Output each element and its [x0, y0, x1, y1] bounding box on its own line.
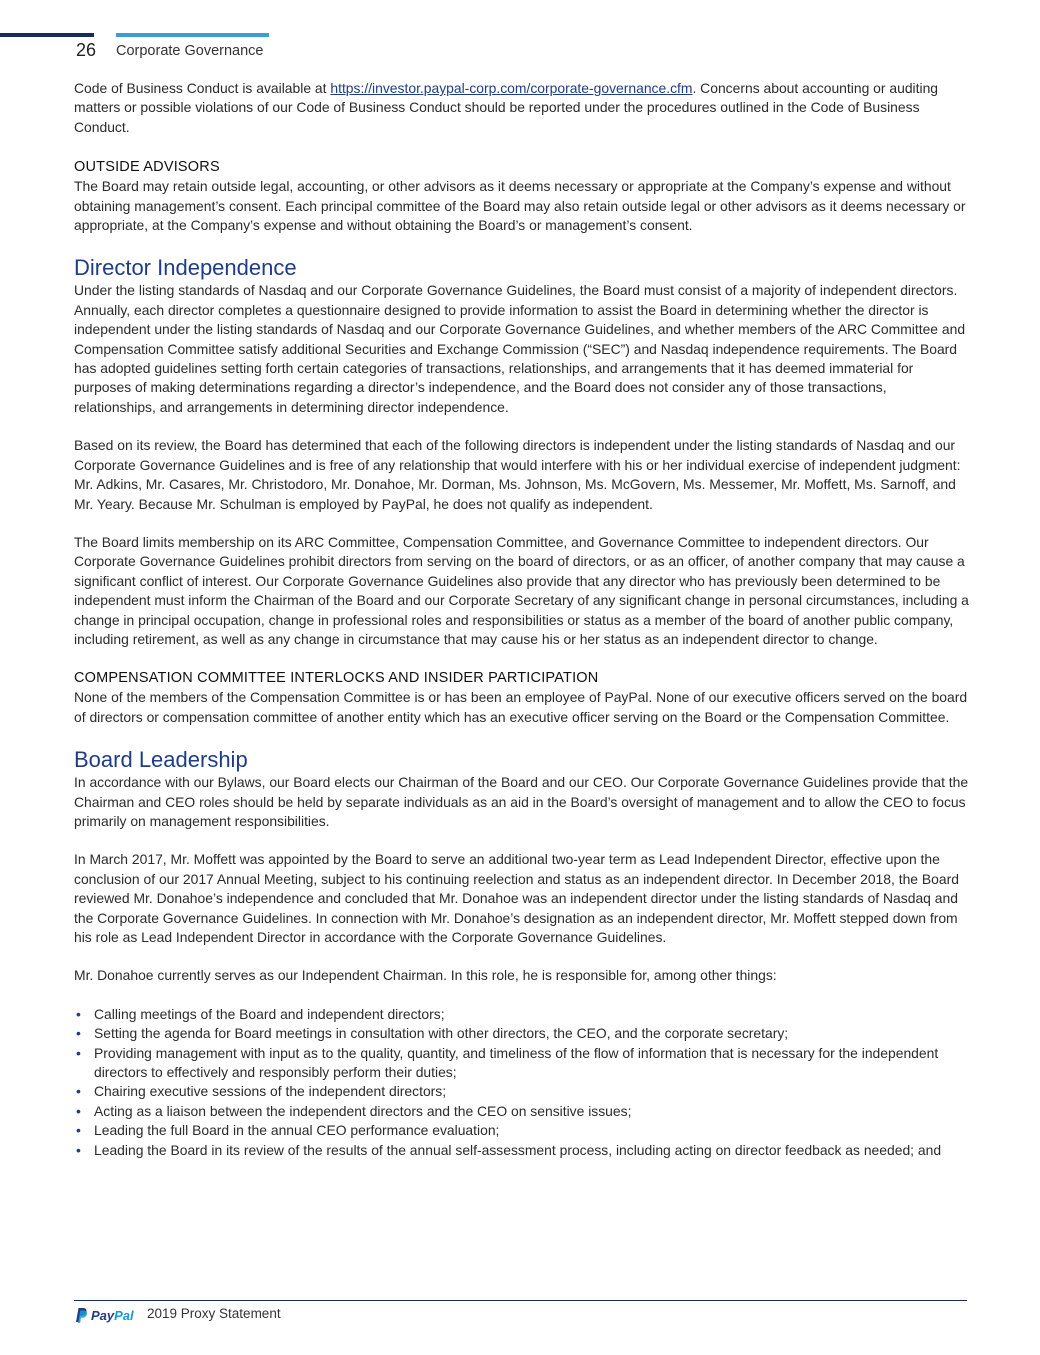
director-independence-heading: Director Independence — [74, 255, 297, 281]
page-number: 26 — [76, 40, 97, 60]
section-title: Corporate Governance — [116, 43, 264, 59]
intro-text-after-link: . Concerns about accounting or auditing matters or possible violations of our Code of Business Conduct should be reported under the procedures outlined in the Code of Business Conduct. — [74, 80, 939, 135]
bullet-icon: • — [76, 1005, 81, 1022]
list-item — [74, 1141, 969, 1160]
outside-advisors-paragraph: The Board may retain outside legal, accounting, or other advisors as it deems necessary or appropriate at the Company’s expense and without obtaining management’s consent. Each principal committee of the Board may also retain outside legal or other advisors as it deems necessary or appropriate, at the Company’s expense and without obtaining the Board’s or management’s consent. — [74, 178, 966, 234]
board-leadership-heading: Board Leadership — [74, 747, 248, 773]
list-item — [74, 1024, 969, 1043]
list-item — [74, 1102, 969, 1121]
chairman-responsibilities-list — [74, 1005, 969, 1160]
list-item-text: Chairing executive sessions of the independent directors; — [94, 1083, 447, 1100]
code-of-conduct-link[interactable]: https://investor.paypal-corp.com/corporate-governance.cfm — [330, 80, 693, 96]
director-independence-paragraph-3: The Board limits membership on its ARC Committee, Compensation Committee, and Governance Committee to independent directors. Our Corporate Governance Guidelines prohibit directors from serving on the board of directors, or as an officer, of another company that may cause a significant conflict of interest. Our Corporate Governance Guidelines also provide that any director who has previously been determined to be independent must inform the Chairman of the Board and our Corporate Secretary of any significant change in personal circumstances, including a change in principal occupation, change in professional roles and responsibilities or status as a member of the board of another public company, including retirement, as well as any change in circumstance that may cause his or her status as an independent director to change. — [74, 533, 969, 647]
board-leadership-paragraph-2: In March 2017, Mr. Moffett was appointed by the Board to serve an additional two-year term as Lead Independent Director, effective upon the conclusion of our 2017 Annual Meeting, subject to his continuing reelection and status as an independent director. In December 2018, the Board reviewed Mr. Donahoe’s independence and concluded that Mr. Donahoe was an independent director under the listing standards of Nasdaq and the Corporate Governance Guidelines. In connection with Mr. Donahoe’s designation as an independent director, Mr. Moffett stepped down from his role as Lead Independent Director in accordance with the Corporate Governance Guidelines. — [74, 851, 959, 945]
bullet-icon: • — [76, 1141, 81, 1158]
header-accent-bar-left — [0, 33, 94, 37]
list-item-text: Calling meetings of the Board and independent directors; — [94, 1005, 445, 1022]
director-independence-paragraph-1: Under the listing standards of Nasdaq and our Corporate Governance Guidelines, the Board must consist of a majority of independent directors. Annually, each director completes a questionnaire designed to provide information to assist the Board in determining whether the director is independent under the listing standards of Nasdaq and our Corporate Governance Guidelines, and whether members of the ARC Committee and Compensation Committee satisfy additional Securities and Exchange Commission (“SEC”) and Nasdaq independence requirements. The Board has adopted guidelines setting forth certain categories of transactions, relationships, and arrangements that it has deemed immaterial for purposes of making determinations regarding a director’s independence, and the Board does not consider any of those transactions, relationships, and arrangements in determining director independence. — [74, 282, 966, 415]
intro-paragraph — [74, 79, 969, 137]
board-leadership-paragraph-1: In accordance with our Bylaws, our Board elects our Chairman of the Board and our CEO. Our Corporate Governance Guidelines provide that the Chairman and CEO roles should be held by separate individuals as an aid in the Board’s oversight of management and to allow the CEO to focus primarily on management responsibilities. — [74, 774, 969, 829]
list-item-text: Leading the Board in its review of the results of the annual self-assessment process, including acting on director feedback as needed; and — [94, 1141, 942, 1158]
list-item — [74, 1121, 969, 1140]
intro-text-before-link: Code of Business Conduct is available at — [74, 80, 331, 96]
interlocks-heading: COMPENSATION COMMITTEE INTERLOCKS AND INSIDER PARTICIPATION — [74, 670, 599, 687]
list-item-text: Leading the full Board in the annual CEO performance evaluation; — [94, 1122, 500, 1139]
bullet-icon: • — [76, 1025, 81, 1042]
list-item-text: Providing management with input as to the quality, quantity, and timeliness of the flow of information that is necessary for the independent directors to effectively and responsibly perform their duties; — [94, 1044, 939, 1081]
header-accent-bar-right — [116, 33, 269, 37]
list-item-text: Setting the agenda for Board meetings in consultation with other directors, the CEO, and the corporate secretary; — [94, 1025, 789, 1042]
director-independence-paragraph-2: Based on its review, the Board has determined that each of the following directors is independent under the listing standards of Nasdaq and our Corporate Governance Guidelines and is free of any relationship that would interfere with his or her individual exercise of independent judgment: Mr. Adkins, Mr. Casares, Mr. Christodoro, Mr. Donahoe, Mr. Dorman, Ms. Johnson, Ms. McGovern, Ms. Messemer, Mr. Moffett, Ms. Sarnoff, and Mr. Yeary. Because Mr. Schulman is employed by PayPal, he does not qualify as independent. — [74, 437, 961, 512]
interlocks-paragraph: None of the members of the Compensation Committee is or has been an employee of PayPal. None of our executive officers served on the board of directors or compensation committee of another entity which has an executive officer serving on the Board or the Compensation Committee. — [74, 689, 968, 725]
paypal-wordmark: PayPal — [91, 1307, 134, 1323]
paypal-p-icon — [74, 1307, 88, 1323]
bullet-icon: • — [76, 1083, 81, 1100]
bullet-icon: • — [76, 1044, 81, 1061]
list-item — [74, 1044, 969, 1083]
board-leadership-paragraph-3: Mr. Donahoe currently serves as our Independent Chairman. In this role, he is responsible for, among other things: — [74, 967, 777, 984]
list-item-text: Acting as a liaison between the independent directors and the CEO on sensitive issues; — [94, 1102, 632, 1119]
footer-rule — [74, 1300, 967, 1301]
outside-advisors-heading: OUTSIDE ADVISORS — [74, 159, 220, 176]
bullet-icon: • — [76, 1122, 81, 1139]
list-item — [74, 1082, 969, 1101]
page-body — [74, 79, 969, 1160]
list-item — [74, 1005, 969, 1024]
bullet-icon: • — [76, 1102, 81, 1119]
paypal-logo — [74, 1305, 134, 1325]
document-title: 2019 Proxy Statement — [147, 1306, 281, 1321]
